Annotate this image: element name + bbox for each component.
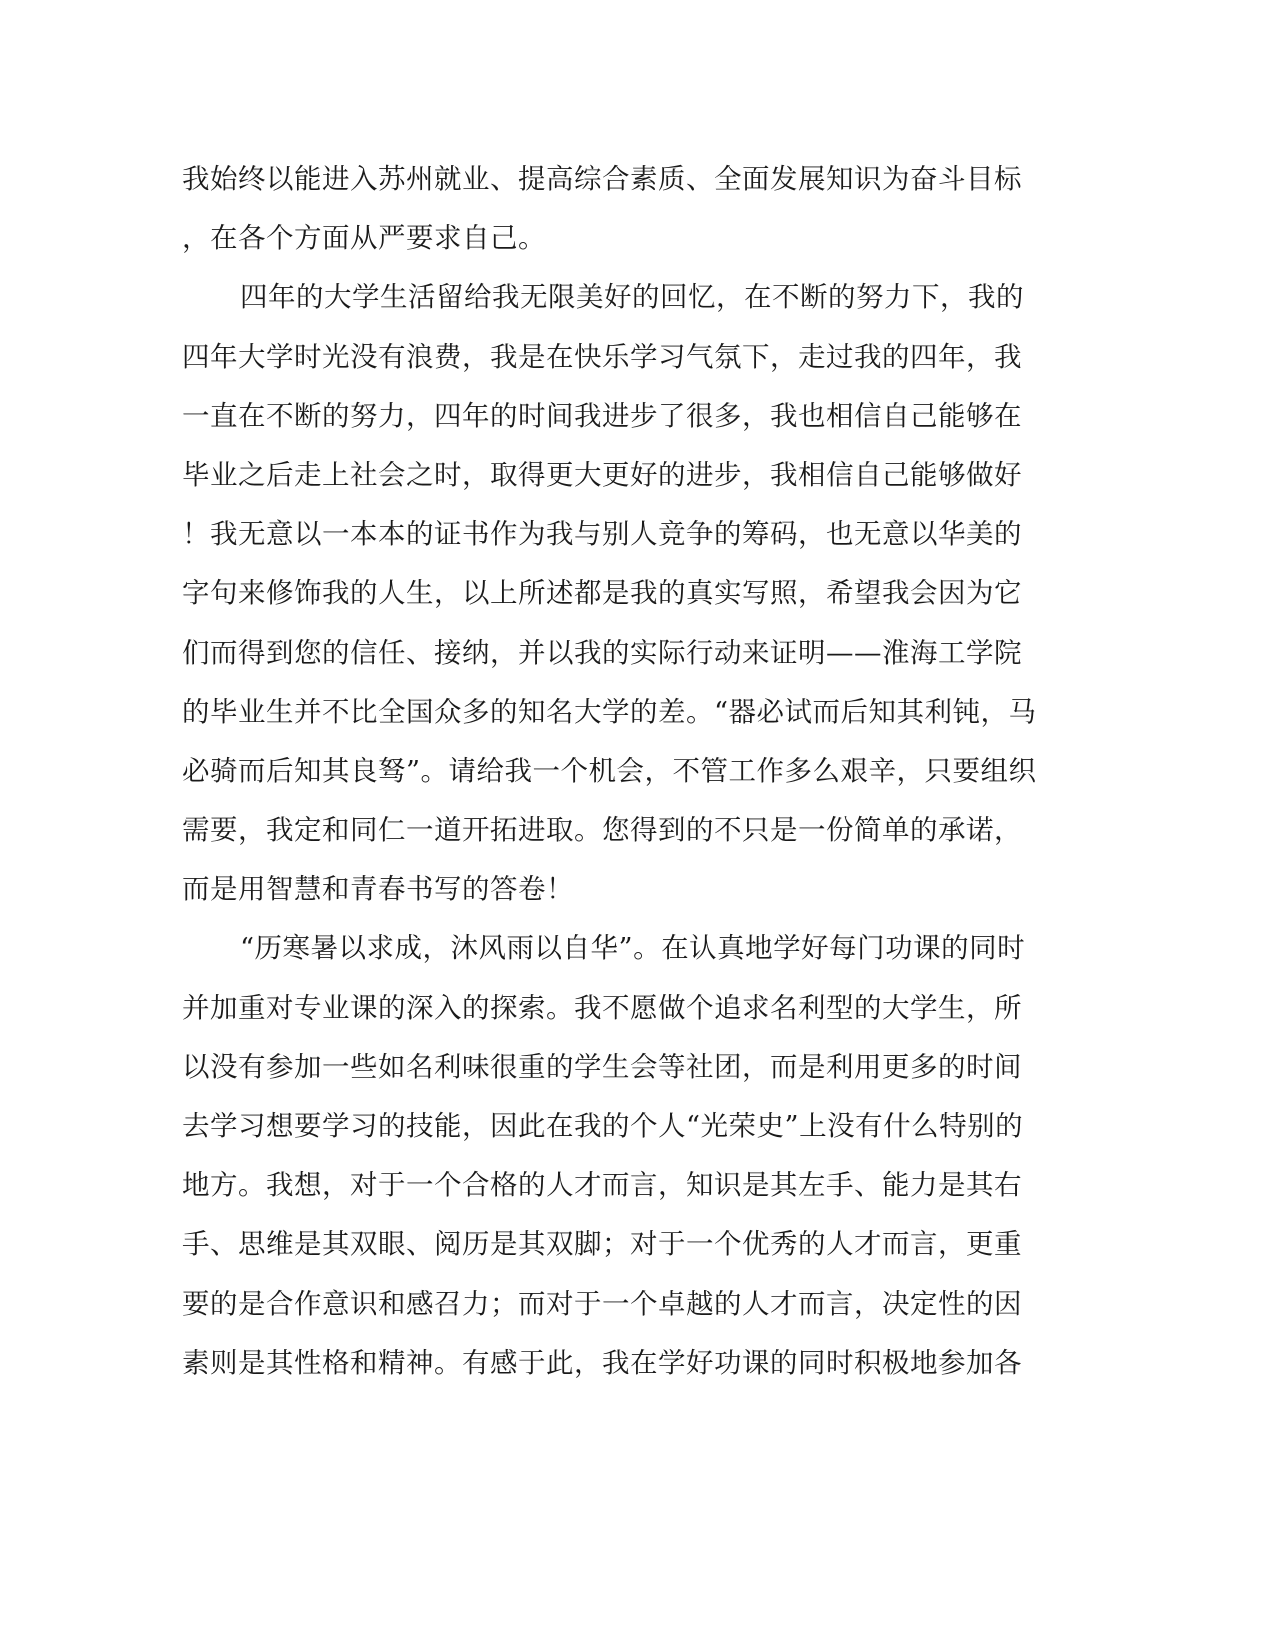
text-line: 们而得到您的信任、接纳，并以我的实际行动来证明——淮海工学院 <box>182 636 1022 669</box>
text-line: 去学习想要学习的技能，因此在我的个人“光荣史”上没有什么特别的 <box>182 1110 1024 1142</box>
text-line: 我始终以能进入苏州就业、提高综合素质、全面发展知识为奋斗目标 <box>182 163 1022 195</box>
text-line: 而是用智慧和青春书写的答卷！ <box>182 873 574 906</box>
text-line: ，在各个方面从严要求自己。 <box>182 222 546 255</box>
text-line: 的毕业生并不比全国众多的知名大学的差。“器必试而后知其利钝，马 <box>182 695 1037 728</box>
text-line: 手、思维是其双眼、阅历是其双脚；对于一个优秀的人才而言，更重 <box>182 1228 1022 1261</box>
text-line: 要的是合作意识和感召力；而对于一个卓越的人才而言，决定性的因 <box>182 1287 1022 1320</box>
text-line: 四年大学时光没有浪费，我是在快乐学习气氛下，走过我的四年，我 <box>182 340 1022 373</box>
text-line: 需要，我定和同仁一道开拓进取。您得到的不只是一份简单的承诺， <box>182 814 1022 847</box>
paragraph-2 <box>182 268 1042 919</box>
text-line: 并加重对专业课的深入的探索。我不愿做个追求名利型的大学生，所 <box>182 991 1022 1024</box>
text-line: 字句来修饰我的人生，以上所述都是我的真实写照，希望我会因为它 <box>182 577 1022 610</box>
paragraph-3 <box>182 919 1042 1393</box>
text-line: 素则是其性格和精神。有感于此，我在学好功课的同时积极地参加各 <box>182 1346 1022 1379</box>
text-line: 以没有参加一些如名利味很重的学生会等社团，而是利用更多的时间 <box>182 1050 1022 1083</box>
text-line: ！我无意以一本本的证书作为我与别人竞争的筹码，也无意以华美的 <box>182 518 1022 551</box>
paragraph-1 <box>182 150 1042 268</box>
text-line: “历寒暑以求成，沐风雨以自华”。在认真地学好每门功课的同时 <box>240 932 1026 965</box>
text-line: 地方。我想，对于一个合格的人才而言，知识是其左手、能力是其右 <box>182 1169 1022 1202</box>
text-line: 一直在不断的努力，四年的时间我进步了很多，我也相信自己能够在 <box>182 399 1022 432</box>
document-body <box>182 150 1042 1393</box>
text-line: 毕业之后走上社会之时，取得更大更好的进步，我相信自己能够做好 <box>182 458 1022 491</box>
text-line: 必骑而后知其良驽”。请给我一个机会，不管工作多么艰辛，只要组织 <box>182 754 1037 787</box>
text-line: 四年的大学生活留给我无限美好的回忆，在不断的努力下，我的 <box>240 281 1024 314</box>
